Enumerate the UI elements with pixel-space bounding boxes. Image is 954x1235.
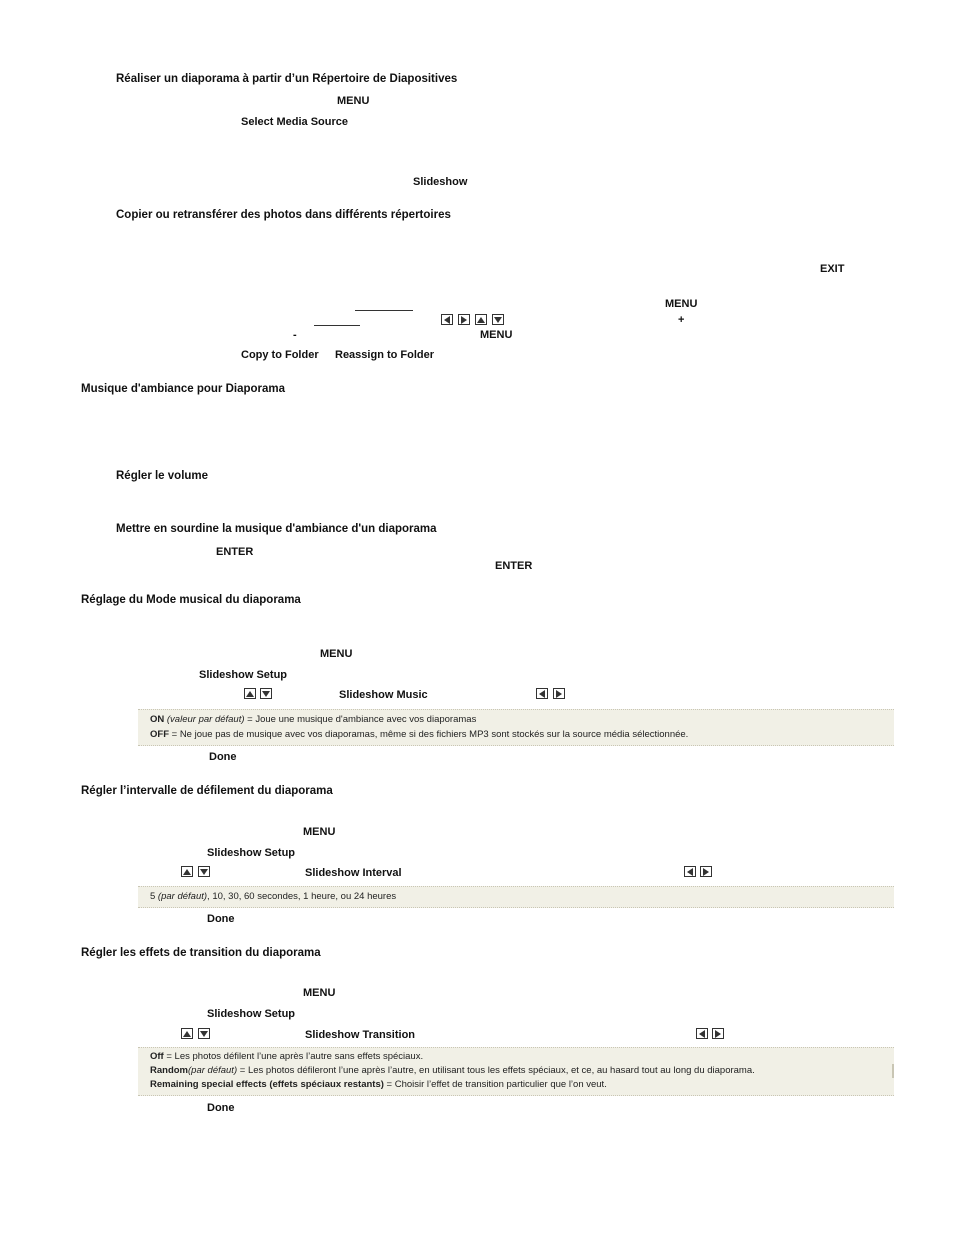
option-remaining: Remaining special effects (effets spéciaux restants) = Choisir l’effet de transition particulier que l’on veut. bbox=[150, 1079, 607, 1090]
done-label: Done bbox=[209, 751, 237, 763]
underline-blank bbox=[355, 310, 413, 311]
up-arrow-icon bbox=[181, 1028, 193, 1039]
interval-values: 5 (par défaut), 10, 30, 60 secondes, 1 heure, ou 24 heures bbox=[150, 891, 397, 902]
right-arrow-icon bbox=[712, 1028, 724, 1039]
heading-slideshow-from-folder: Réaliser un diaporama à partir d’un Répertoire de Diapositives bbox=[116, 73, 458, 85]
plus-sign: + bbox=[678, 314, 685, 326]
slideshow-music-label: Slideshow Music bbox=[339, 689, 428, 701]
menu-key: MENU bbox=[320, 648, 353, 660]
interval-options-box bbox=[138, 886, 894, 908]
select-media-source-label: Select Media Source bbox=[241, 116, 348, 128]
music-options-box bbox=[138, 709, 894, 746]
slideshow-setup-label: Slideshow Setup bbox=[207, 1008, 296, 1020]
down-arrow-icon bbox=[260, 688, 272, 699]
heading-volume: Régler le volume bbox=[116, 470, 209, 482]
down-arrow-icon bbox=[198, 1028, 210, 1039]
heading-mute: Mettre en sourdine la musique d'ambiance d'un diaporama bbox=[116, 523, 437, 535]
heading-transition: Régler les effets de transition du diaporama bbox=[81, 947, 321, 959]
menu-key: MENU bbox=[337, 95, 370, 107]
enter-key-1: ENTER bbox=[216, 546, 254, 558]
slideshow-interval-label: Slideshow Interval bbox=[305, 867, 402, 879]
slideshow-setup-label: Slideshow Setup bbox=[207, 847, 296, 859]
exit-key: EXIT bbox=[820, 263, 845, 275]
menu-key: MENU bbox=[303, 987, 336, 999]
option-random: Random(par défaut) = Les photos défileront l’une après l’autre, en utilisant tous les effets spéciaux, et ce, au hasard tout au long du diaporama. bbox=[150, 1065, 755, 1076]
done-label: Done bbox=[207, 1102, 235, 1114]
menu-key: MENU bbox=[303, 826, 336, 838]
right-arrow-icon bbox=[458, 314, 470, 325]
left-arrow-icon bbox=[536, 688, 548, 699]
slideshow-setup-label: Slideshow Setup bbox=[199, 669, 288, 681]
right-arrow-icon bbox=[553, 688, 565, 699]
up-arrow-icon bbox=[244, 688, 256, 699]
menu-key-mid: MENU bbox=[480, 329, 513, 341]
margin-mark bbox=[892, 1064, 894, 1078]
heading-copy-reassign: Copier ou retransférer des photos dans différents répertoires bbox=[116, 209, 451, 221]
right-arrow-icon bbox=[700, 866, 712, 877]
done-label: Done bbox=[207, 913, 235, 925]
up-arrow-icon bbox=[181, 866, 193, 877]
reassign-to-folder-label: Reassign to Folder bbox=[335, 349, 435, 361]
option-off: Off = Les photos défilent l’une après l’autre sans effets spéciaux. bbox=[150, 1051, 424, 1062]
slideshow-transition-label: Slideshow Transition bbox=[305, 1029, 416, 1041]
menu-key-right: MENU bbox=[665, 298, 698, 310]
transition-options-box bbox=[138, 1047, 894, 1096]
dash-sign: - bbox=[293, 329, 297, 341]
left-arrow-icon bbox=[696, 1028, 708, 1039]
heading-music-mode: Réglage du Mode musical du diaporama bbox=[81, 594, 301, 606]
copy-to-folder-label: Copy to Folder bbox=[241, 349, 319, 361]
down-arrow-icon bbox=[492, 314, 504, 325]
down-arrow-icon bbox=[198, 866, 210, 877]
option-off: OFF = Ne joue pas de musique avec vos diaporamas, même si des fichiers MP3 sont stockés sur la source média sélectionnée. bbox=[150, 729, 689, 740]
heading-interval: Régler l’intervalle de défilement du diaporama bbox=[81, 785, 333, 797]
left-arrow-icon bbox=[684, 866, 696, 877]
left-arrow-icon bbox=[441, 314, 453, 325]
underline-blank-2 bbox=[314, 325, 360, 326]
heading-background-music: Musique d'ambiance pour Diaporama bbox=[81, 383, 286, 395]
option-on: ON (valeur par défaut) = Joue une musique d'ambiance avec vos diaporamas bbox=[150, 714, 477, 725]
up-arrow-icon bbox=[475, 314, 487, 325]
enter-key-2: ENTER bbox=[495, 560, 533, 572]
slideshow-label: Slideshow bbox=[413, 176, 468, 188]
